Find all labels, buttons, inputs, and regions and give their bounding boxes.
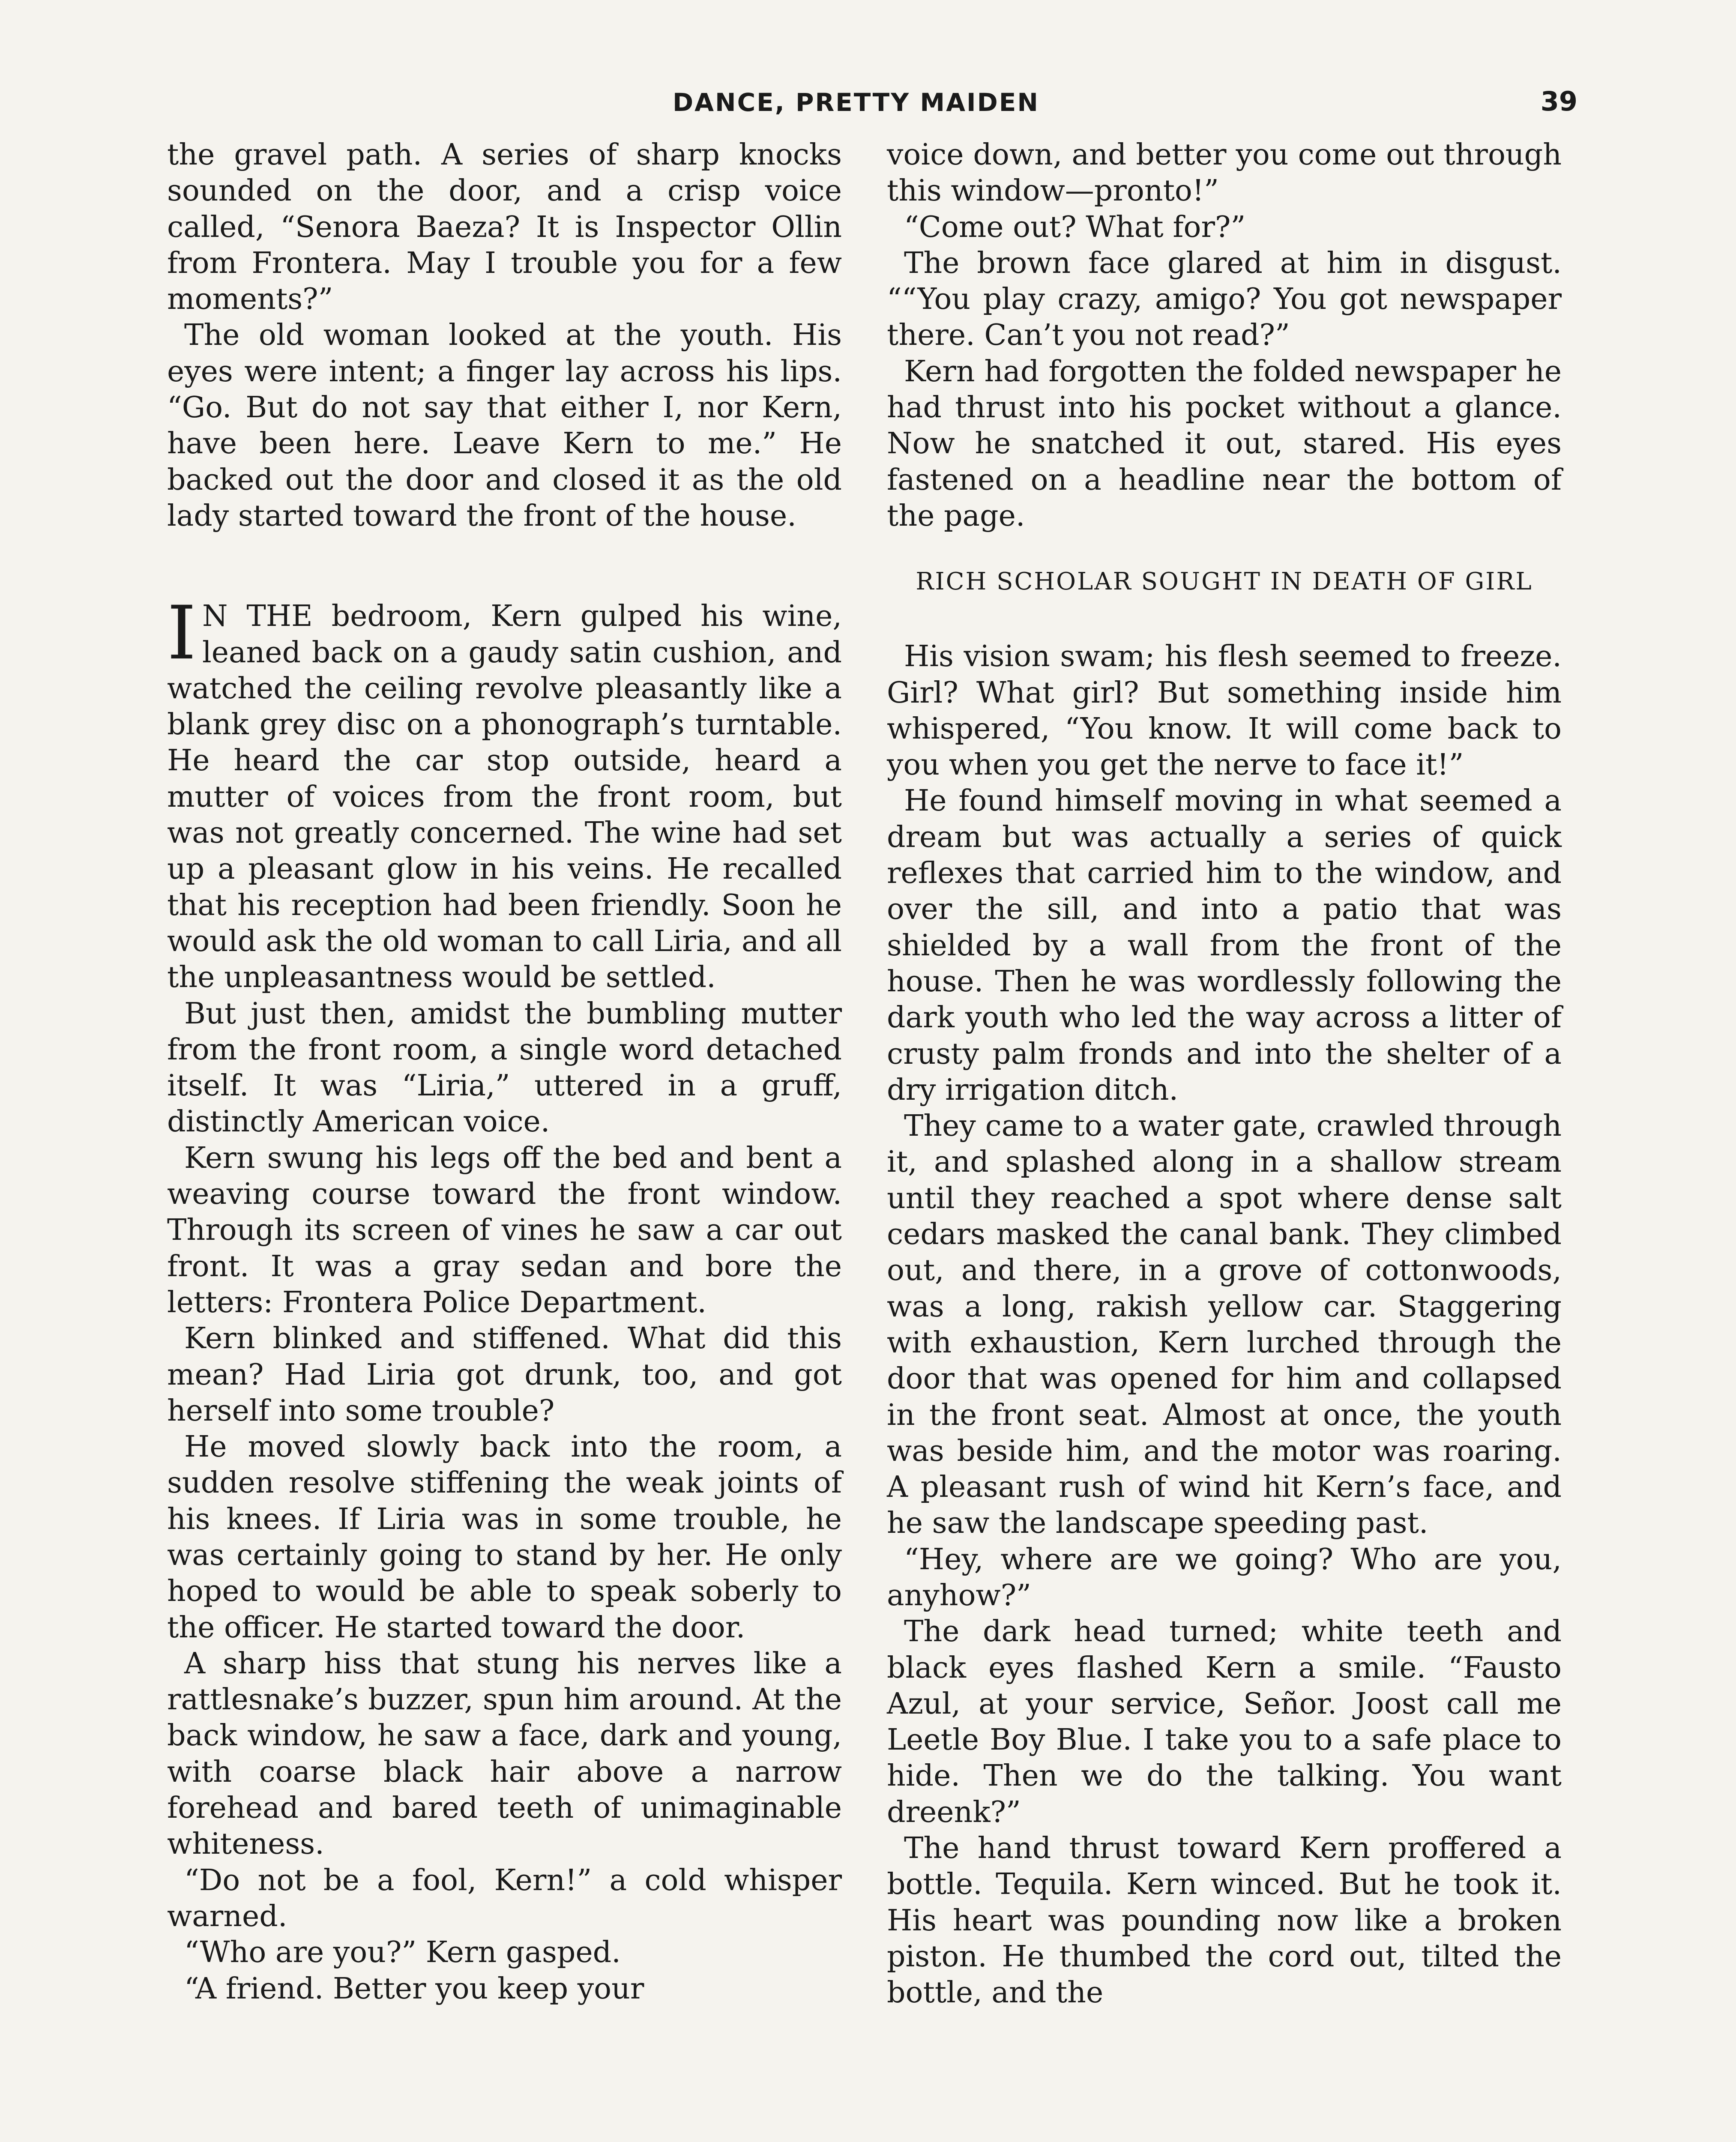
paragraph: But just then, amidst the bumbling mutter from the front room, a single word detached itself. It was “Liria,” uttered in a gruff, distinctly American voice. <box>167 996 842 1139</box>
paragraph: His vision swam; his flesh seemed to freeze. Girl? What girl? But something inside him whispered, “You know. It will come back to you when you get the nerve to face it!” <box>887 640 1562 782</box>
paragraph: A sharp hiss that stung his nerves like a rattlesnake’s buzzer, spun him around. At the back window, he saw a face, dark and young, with coarse black hair above a narrow forehead and bared teeth of unimaginable whiteness. <box>167 1646 842 1861</box>
paragraph: He found himself moving in what seemed a dream but was actually a series of quick reflexes that carried him to the window, and over the sill, and into a patio that was shielded by a wall from the front of the house. Then he was wordlessly following the dark youth who led the way across a litter of crusty palm fronds and into the shelter of a dry irrigation ditch. <box>887 784 1562 1107</box>
paragraph: The old woman looked at the youth. His eyes were intent; a finger lay across his lips. “Go. But do not say that either I, nor Kern, have been here. Leave Kern to me.” He backed out the door and closed it as the old lady started toward the front of the house. <box>167 318 842 533</box>
paragraph: He moved slowly back into the room, a sudden resolve stiffening the weak joints of his knees. If Liria was in some trouble, he was certainly going to stand by her. He only hoped to would be able to speak soberly to the officer. He started toward the door. <box>167 1430 842 1645</box>
paragraph: “Come out? What for?” <box>904 210 1246 244</box>
paragraph: The brown face glared at him in disgust. ““You play crazy, amigo? You got newspaper there. Can’t you not read?” <box>887 246 1562 353</box>
paragraph: “Do not be a fool, Kern!” a cold whisper warned. <box>167 1863 842 1933</box>
paragraph: Kern swung his legs off the bed and bent a weaving course toward the front window. Through its screen of vines he saw a car out front. It was a gray sedan and bore the letters: Frontera Police Department. <box>167 1141 842 1319</box>
paragraph: Kern had forgotten the folded newspaper he had thrust into his pocket without a glance. Now he snatched it out, stared. His eyes fastened on a headline near the bottom of the page. <box>887 354 1562 533</box>
paragraph-text: N THE bedroom, Kern gulped his wine, leaned back on a gaudy satin cushion, and watched the ceiling revolve pleasantly like a blank grey disc on a phonograph’s turntable. He heard the car stop outside, heard a mutter of voices from the front room, but was not greatly concerned. The wine had set up a pleasant glow in his veins. He recalled that his reception had been friendly. Soon he would ask the old woman to call Liria, and all the unpleasantness would be settled. <box>167 599 842 995</box>
paragraph: Kern blinked and stiffened. What did this mean? Had Liria got drunk, too, and got herself into some trouble? <box>167 1322 842 1428</box>
right-column <box>887 137 1562 2011</box>
newspaper-headline: RICH SCHOLAR SOUGHT IN DEATH OF GIRL <box>916 568 1533 596</box>
section-opening-paragraph <box>167 590 842 996</box>
left-column <box>167 137 842 2007</box>
running-title: DANCE, PRETTY MAIDEN <box>673 88 1039 117</box>
page-number: 39 <box>1540 86 1577 117</box>
paragraph: The dark head turned; white teeth and black eyes flashed Kern a smile. “Fausto Azul, at your service, Señor. Joost call me Leetle Boy Blue. I take you to a safe place to hide. Then we do the talking. You want dreenk?” <box>887 1615 1562 1829</box>
paragraph: They came to a water gate, crawled through it, and splashed along in a shallow stream until they reached a spot where dense salt cedars masked the canal bank. They climbed out, and there, in a grove of cottonwoods, was a long, rakish yellow car. Staggering with exhaustion, Kern lurched through the door that was opened for him and collapsed in the front seat. Almost at once, the youth was beside him, and the motor was roaring. A pleasant rush of wind hit Kern’s face, and he saw the landscape speeding past. <box>887 1109 1562 1541</box>
paragraph: “Who are you?” Kern gasped. <box>184 1936 621 1970</box>
paragraph: “Hey, where are we going? Who are you, anyhow?” <box>887 1542 1562 1612</box>
paragraph: the gravel path. A series of sharp knocks sounded on the door, and a crisp voice called, “Senora Baeza? It is Inspector Ollin from Frontera. May I trouble you for a few moments?” <box>167 138 842 317</box>
drop-cap: I <box>167 590 196 676</box>
paragraph: “A friend. Better you keep your <box>184 1971 644 2006</box>
paragraph: voice down, and better you come out through this window—pronto!” <box>887 138 1562 208</box>
paragraph: The hand thrust toward Kern proffered a bottle. Tequila. Kern winced. But he took it. His heart was pounding now like a broken piston. He thumbed the cord out, tilted the bottle, and the <box>887 1831 1562 2010</box>
